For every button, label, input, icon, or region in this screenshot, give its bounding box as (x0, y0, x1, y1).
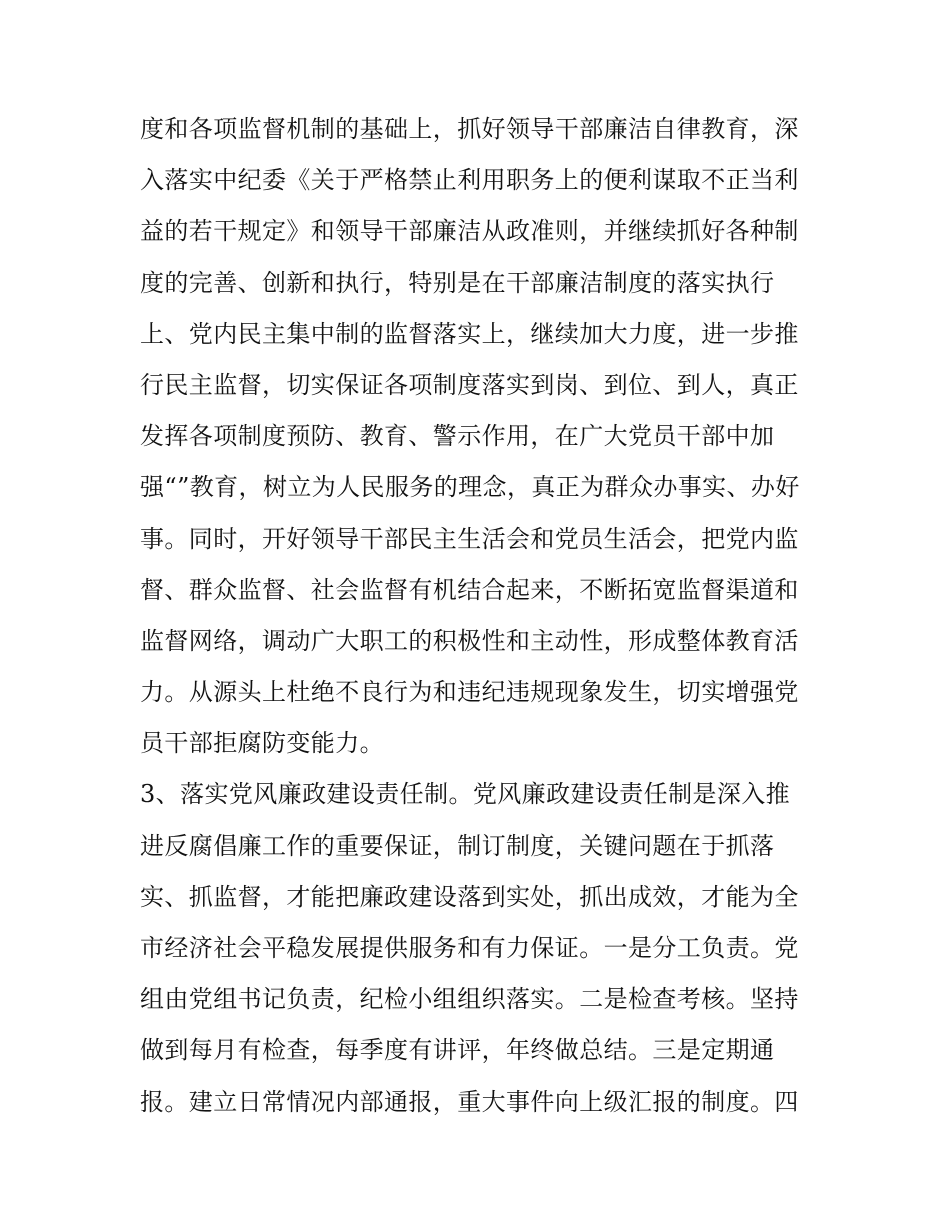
text-line: 入落实中纪委《关于严格禁止利用职务上的便利谋取不正当利 (140, 166, 799, 195)
text-line: 监督网络，调动广大职工的积极性和主动性，形成整体教育活 (140, 626, 799, 655)
body-text (140, 104, 820, 1128)
text-line: 组由党组书记负责，纪检小组组织落实。二是检查考核。坚持 (140, 985, 799, 1014)
text-line: 益的若干规定》和领导干部廉洁从政准则，并继续抓好各种制 (140, 217, 799, 246)
text-line: 报。建立日常情况内部通报，重大事件向上级汇报的制度。四 (140, 1087, 799, 1116)
text-line: 行民主监督，切实保证各项制度落实到岗、到位、到人，真正 (140, 370, 799, 399)
text-line: 力。从源头上杜绝不良行为和违纪违规现象发生，切实增强党 (140, 678, 799, 707)
text-line: 市经济社会平稳发展提供服务和有力保证。一是分工负责。党 (140, 934, 799, 962)
text-line: 度的完善、创新和执行，特别是在干部廉洁制度的落实执行 (140, 268, 775, 297)
text-line: 发挥各项制度预防、教育、警示作用，在广大党员干部中加 (140, 422, 775, 451)
text-line: 督、群众监督、社会监督有机结合起来，不断拓宽监督渠道和 (140, 575, 799, 604)
text-line: 做到每月有检查，每季度有讲评，年终做总结。三是定期通 (140, 1036, 775, 1065)
text-line: 上、党内民主集中制的监督落实上，继续加大力度，进一步推 (140, 319, 799, 348)
text-line: 度和各项监督机制的基础上，抓好领导干部廉洁自律教育，深 (140, 115, 799, 143)
text-line: 强“”教育，树立为人民服务的理念，真正为群众办事实、办好 (140, 473, 800, 502)
text-line: 事。同时，开好领导干部民主生活会和党员生活会，把党内监 (140, 524, 799, 553)
text-line: 实、抓监督，才能把廉政建设落到实处，抓出成效，才能为全 (140, 882, 799, 911)
text-line: 进反腐倡廉工作的重要保证，制订制度，关键问题在于抓落 (140, 831, 775, 860)
section-heading-line: 3、落实党风廉政建设责任制。党风廉政建设责任制是深入推 (140, 780, 791, 809)
text-line: 员干部拒腐防变能力。 (140, 729, 384, 758)
